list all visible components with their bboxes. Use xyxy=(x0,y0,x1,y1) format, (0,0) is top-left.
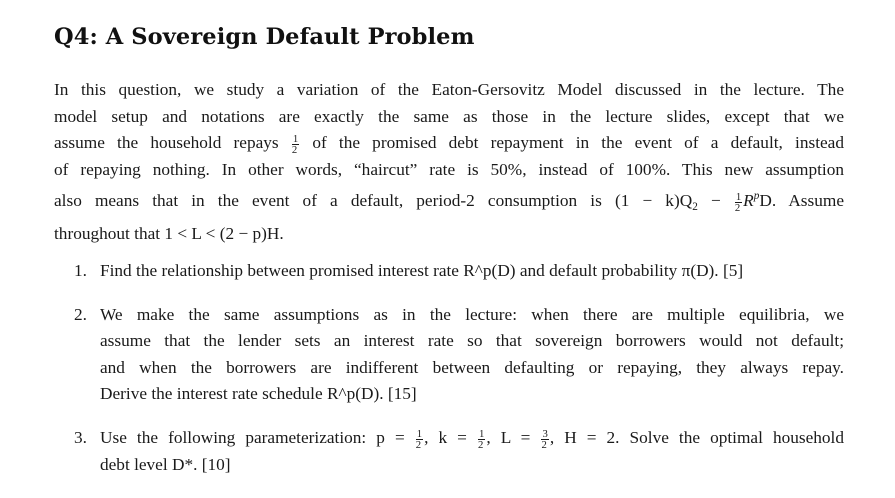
param-text-L: , L = xyxy=(486,427,541,447)
item-line: Find the relationship between promised interest rate R^p(D) and default probability π(D). [5] xyxy=(100,261,744,280)
intro-line-1: In this question, we study a variation of the Eaton-Gersovitz Model discussed in the lecture. The xyxy=(54,80,844,99)
item-line: assume that the lender sets an interest rate so that sovereign borrowers would not default; xyxy=(100,331,844,351)
fraction-one-half: $\frac{1}{2}$ xyxy=(291,132,299,156)
item-line: and when the borrowers are indifferent between defaulting or repaying, they always repay. xyxy=(100,357,844,377)
item-line: Derive the interest rate schedule R^p(D). [15] xyxy=(100,384,417,404)
param-text-start: Use the following parameterization: p = xyxy=(100,427,415,447)
list-item xyxy=(74,258,844,285)
list-item xyxy=(74,425,844,478)
item-body xyxy=(100,258,844,285)
minus-sign: − xyxy=(697,191,734,211)
question-list xyxy=(74,258,844,495)
param-text-end: , H = 2. Solve the optimal household xyxy=(549,427,844,447)
item-number: 3. xyxy=(74,427,87,447)
fraction-L: $\frac{3}{2}$ xyxy=(541,427,548,451)
item-line xyxy=(100,425,844,452)
intro-line-3-end: of the promised debt repayment in the event of a default, instead xyxy=(312,133,844,153)
intro-line-6: throughout that 1 < L < (2 − p)H. xyxy=(54,224,284,244)
intro-line-5-end: D. Assume xyxy=(759,191,845,211)
subscript-2: 2 xyxy=(692,201,698,214)
intro-line-3 xyxy=(54,130,844,157)
intro-line-2: model setup and notations are exactly the same as those in the lecture slides, except that we xyxy=(54,106,844,126)
item-number: 2. xyxy=(74,304,87,324)
fraction-one-half-2: $\frac{1}{2}$ xyxy=(734,190,742,214)
question-title: Q4: A Sovereign Default Problem xyxy=(54,24,475,50)
intro-paragraph xyxy=(54,77,844,248)
superscript-p: p xyxy=(753,190,760,203)
math-R: R xyxy=(743,191,754,211)
fraction-p: $\frac{1}{2}$ xyxy=(415,427,423,451)
intro-line-5-start: also means that in the event of a default, period-2 consumption is (1 − k)Q xyxy=(54,191,693,211)
item-line: debt level D*. [10] xyxy=(100,454,231,474)
intro-line-3-start: assume the household repays xyxy=(54,133,279,153)
fraction-k: $\frac{1}{2}$ xyxy=(477,427,485,451)
intro-line-4: of repaying nothing. In other words, “haircut” rate is 50%, instead of 100%. This new assumption xyxy=(54,159,844,179)
param-text-k: , k = xyxy=(424,427,477,447)
intro-line-5 xyxy=(54,183,844,221)
item-body xyxy=(100,425,844,478)
item-line: We make the same assumptions as in the lecture: when there are multiple equilibria, we xyxy=(100,304,844,324)
item-body xyxy=(100,302,844,408)
item-number: 1. xyxy=(74,261,87,280)
list-item xyxy=(74,302,844,408)
